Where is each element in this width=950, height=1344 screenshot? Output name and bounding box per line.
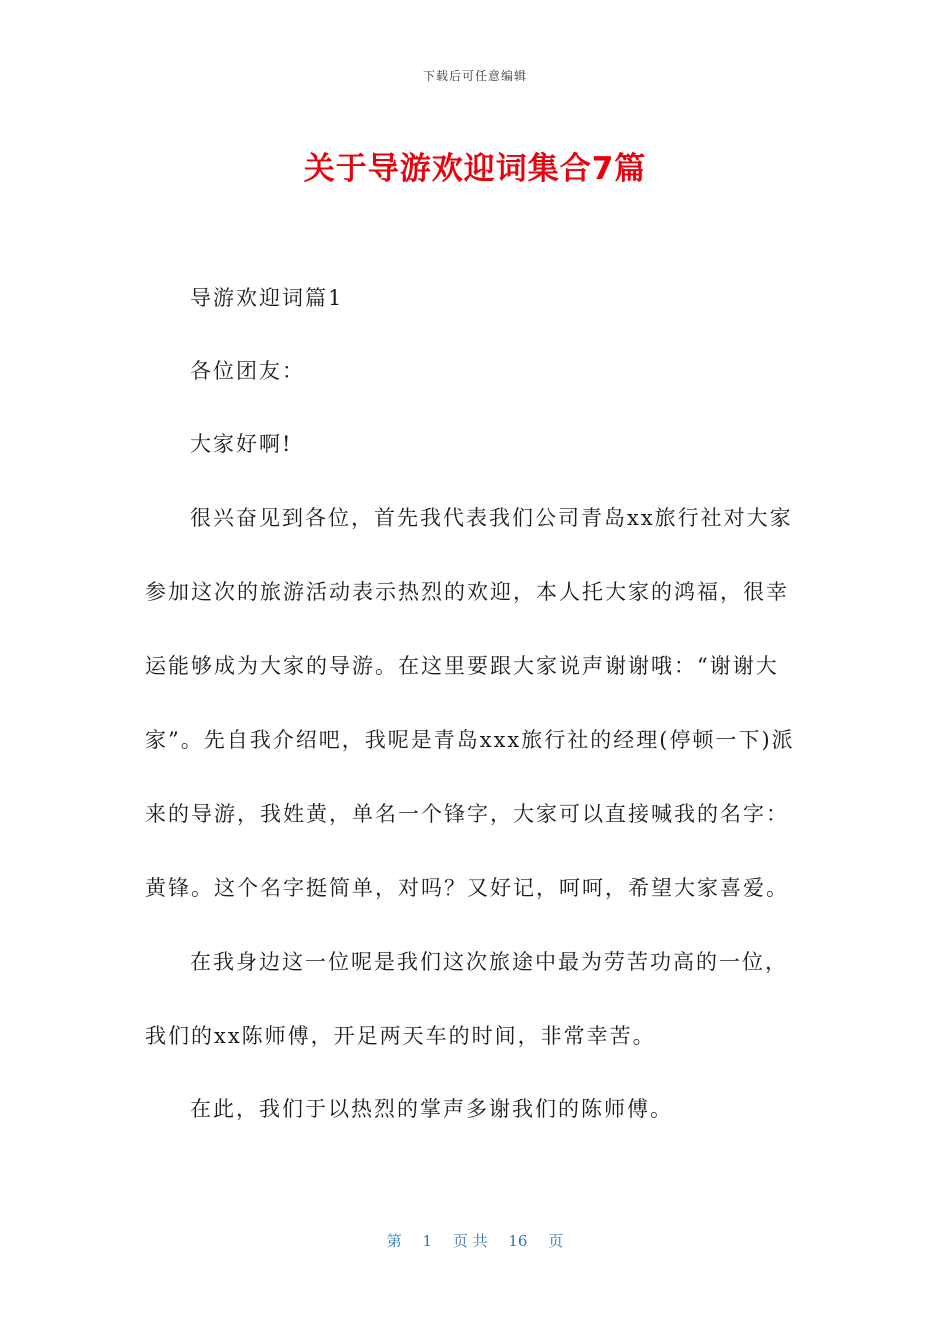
paragraph-driver: 在我身边这一位呢是我们这次旅途中最为劳苦功高的一位，我们的xx陈师傅，开足两天车的时间，非常幸苦。: [145, 950, 788, 1048]
paragraph-introduction: 很兴奋见到各位，首先我代表我们公司青岛xx旅行社对大家参加这次的旅游活动表示热烈的欢迎，本人托大家的鸿福，很幸运能够成为大家的导游。在这里要跟大家说声谢谢哦：“谢谢大家”。先自我介绍吧，我呢是青岛xxx旅行社的经理(停顿一下)派来的导游，我姓黄，单名一个锋字，大家可以直接喊我的名字：黄锋。这个名字挺简单，对吗？又好记，呵呵，希望大家喜爱。: [145, 506, 795, 900]
header-note: 下载后可任意编辑: [422, 69, 527, 83]
salutation: 各位团友：: [190, 359, 305, 383]
section-heading: 导游欢迎词篇1: [190, 286, 344, 310]
document-title: 关于导游欢迎词集合7篇: [303, 151, 647, 187]
footer-suffix: 页: [548, 1232, 564, 1250]
paragraph-applause: 在此，我们于以热烈的掌声多谢我们的陈师傅。: [190, 1097, 673, 1121]
footer-current-page: 1: [422, 1232, 433, 1250]
page-footer: [0, 1230, 950, 1251]
greeting: 大家好啊!: [190, 432, 293, 456]
footer-total-pages: 16: [508, 1232, 528, 1250]
footer-middle: 页 共: [452, 1232, 488, 1250]
document-body: [145, 280, 810, 1164]
footer-prefix: 第: [386, 1232, 402, 1250]
